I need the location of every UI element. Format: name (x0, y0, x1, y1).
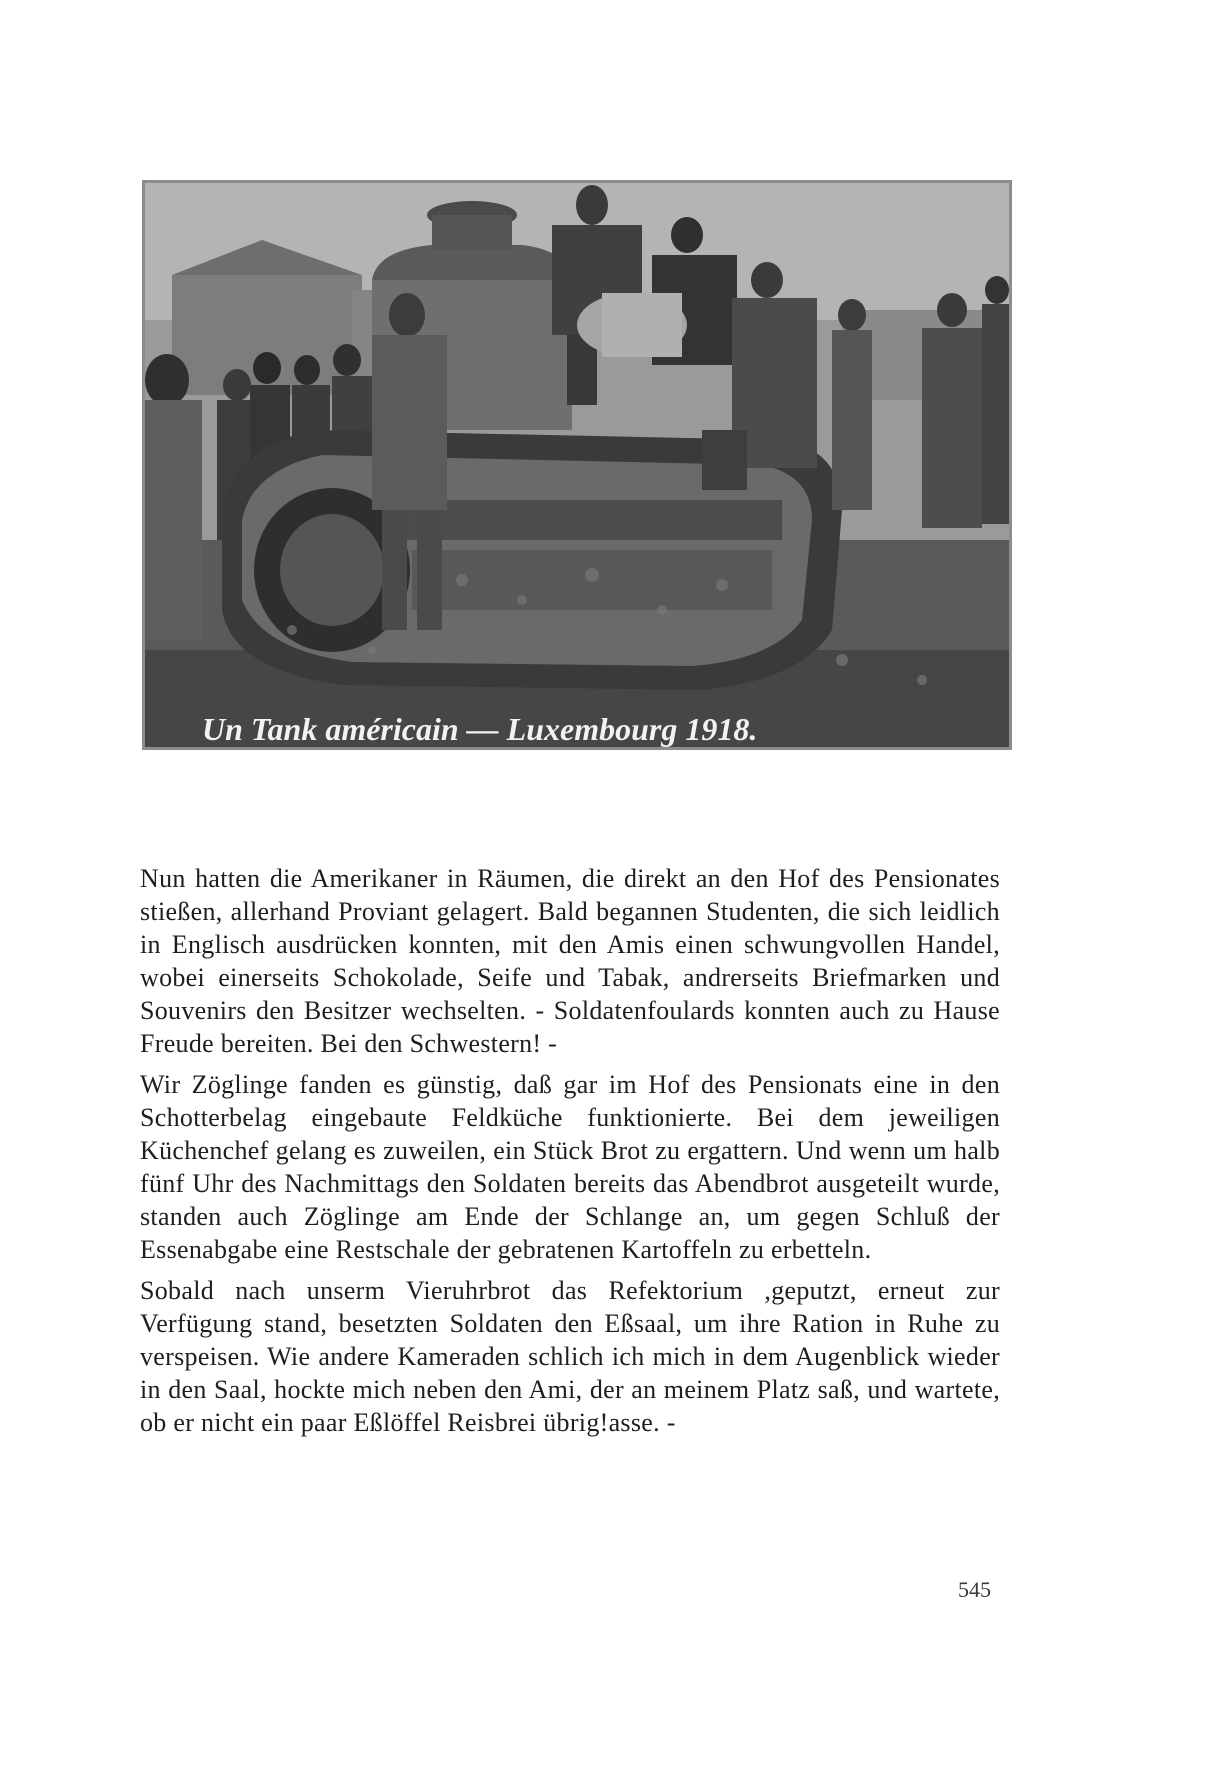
photo-caption: Un Tank américain — Luxembourg 1918. (202, 711, 758, 747)
tank-photo-illustration (142, 180, 1012, 750)
page-number: 545 (958, 1577, 991, 1602)
paragraph-1: Nun hatten die Amerikaner in Räumen, die direkt an den Hof des Pensionates stießen, allerhand Proviant gelagert. Bald begannen Studenten, die sich leidlich in Englisch ausdrücken konnten, mit den Amis einen schwungvollen Handel, wobei einerseits Schokolade, Seife und Tabak, andrerseits Briefmarken und Souvenirs den Besitzer wechselten. - Soldatenfoulards konnten auch zu Hause Freude bereiten. Bei den Schwestern! - (140, 864, 1000, 1058)
tank-photograph (142, 180, 1012, 750)
body-text (140, 862, 1000, 1447)
paragraph-3: Sobald nach unserm Vieruhrbrot das Refektorium ,geputzt, erneut zur Verfügung stand, besetzten Soldaten den Eßsaal, um ihre Ration in Ruhe zu verspeisen. Wie andere Kameraden schlich ich mich in dem Augenblick wieder in den Saal, hockte mich neben den Ami, der an meinem Platz saß, und wartete, ob er nicht ein paar Eßlöffel Reisbrei übrig!asse. - (140, 1276, 1000, 1437)
paragraph-2: Wir Zöglinge fanden es günstig, daß gar im Hof des Pensionats eine in den Schotterbelag eingebaute Feldküche funktionierte. Bei dem jeweiligen Küchenchef gelang es zuweilen, ein Stück Brot zu ergattern. Und wenn um halb fünf Uhr des Nachmittags den Soldaten bereits das Abendbrot ausgeteilt wurde, standen auch Zöglinge am Ende der Schlange an, um gegen Schluß der Essenabgabe eine Restschale der gebratenen Kartoffeln zu erbetteln. (140, 1070, 1000, 1264)
